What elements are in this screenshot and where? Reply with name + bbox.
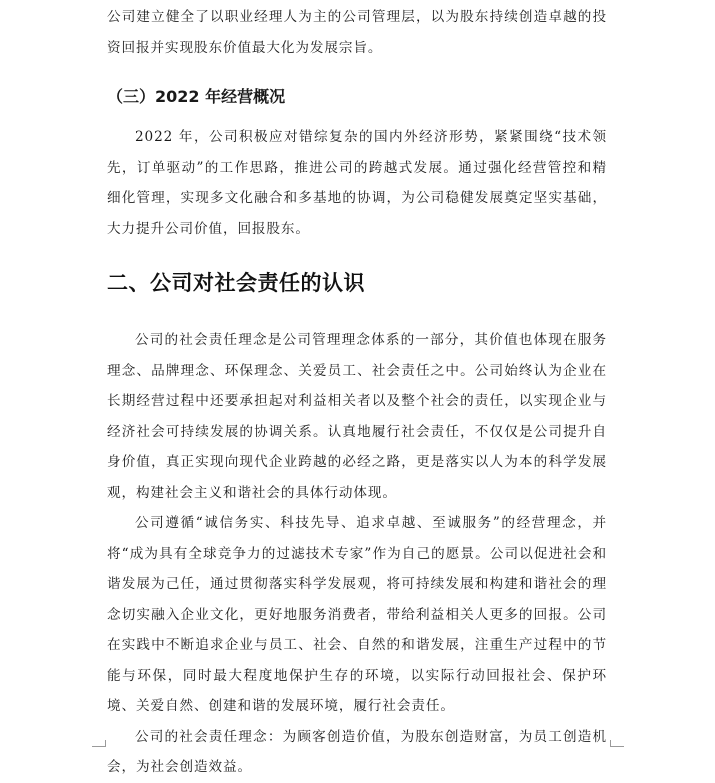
margin-corner-mark-left bbox=[92, 746, 106, 747]
intro-block bbox=[107, 2, 607, 63]
chapter-2-body bbox=[107, 325, 607, 783]
section-2022-block bbox=[107, 122, 607, 244]
intro-paragraph: 公司建立健全了以职业经理人为主的公司管理层，以为股东持续创造卓越的投资回报并实现股东价值最大化为发展宗旨。 bbox=[107, 9, 607, 56]
body-paragraph: 公司遵循“诚信务实、科技先导、追求卓越、至诚服务”的经营理念，并将“成为具有全球竞争力的过滤技术专家”作为自己的愿景。公司以促进社会和谐发展为己任，通过贯彻落实科学发展观，将可持续发展和构建和谐社会的理念切实融入企业文化，更好地服务消费者，带给利益相关人更多的回报。公司在实践中不断追求企业与员工、社会、自然的和谐发展，注重生产过程中的节能与环保，同时最大程度地保护生存的环境，以实际行动回报社会、保护环境、关爱自然、创建和谐的发展环境，履行社会责任。 bbox=[107, 515, 607, 714]
section-2022-paragraph: 2022 年，公司积极应对错综复杂的国内外经济形势，紧紧围绕“技术领先，订单驱动”的工作思路，推进公司的跨越式发展。通过强化经营管控和精细化管理，实现多文化融合和多基地的协调，为公司稳健发展奠定坚实基础，大力提升公司价值，回报股东。 bbox=[107, 129, 607, 237]
margin-corner-mark-right bbox=[610, 746, 624, 747]
section-2022-heading: （三）2022 年经营概况 bbox=[107, 87, 286, 106]
body-paragraph: 公司的社会责任理念是公司管理理念体系的一部分，其价值也体现在服务理念、品牌理念、环保理念、关爱员工、社会责任之中。公司始终认为企业在长期经营过程中还要承担起对利益相关者以及整个社会的责任，以实现企业与经济社会可持续发展的协调关系。认真地履行社会责任，不仅仅是公司提升自身价值，真正实现向现代企业跨越的必经之路，更是落实以人为本的科学发展观，构建社会主义和谐社会的具体行动体现。 bbox=[107, 332, 607, 501]
chapter-2-heading: 二、公司对社会责任的认识 bbox=[107, 271, 365, 295]
body-paragraph: 公司的社会责任理念：为顾客创造价值，为股东创造财富，为员工创造机会，为社会创造效益。 bbox=[107, 728, 607, 775]
